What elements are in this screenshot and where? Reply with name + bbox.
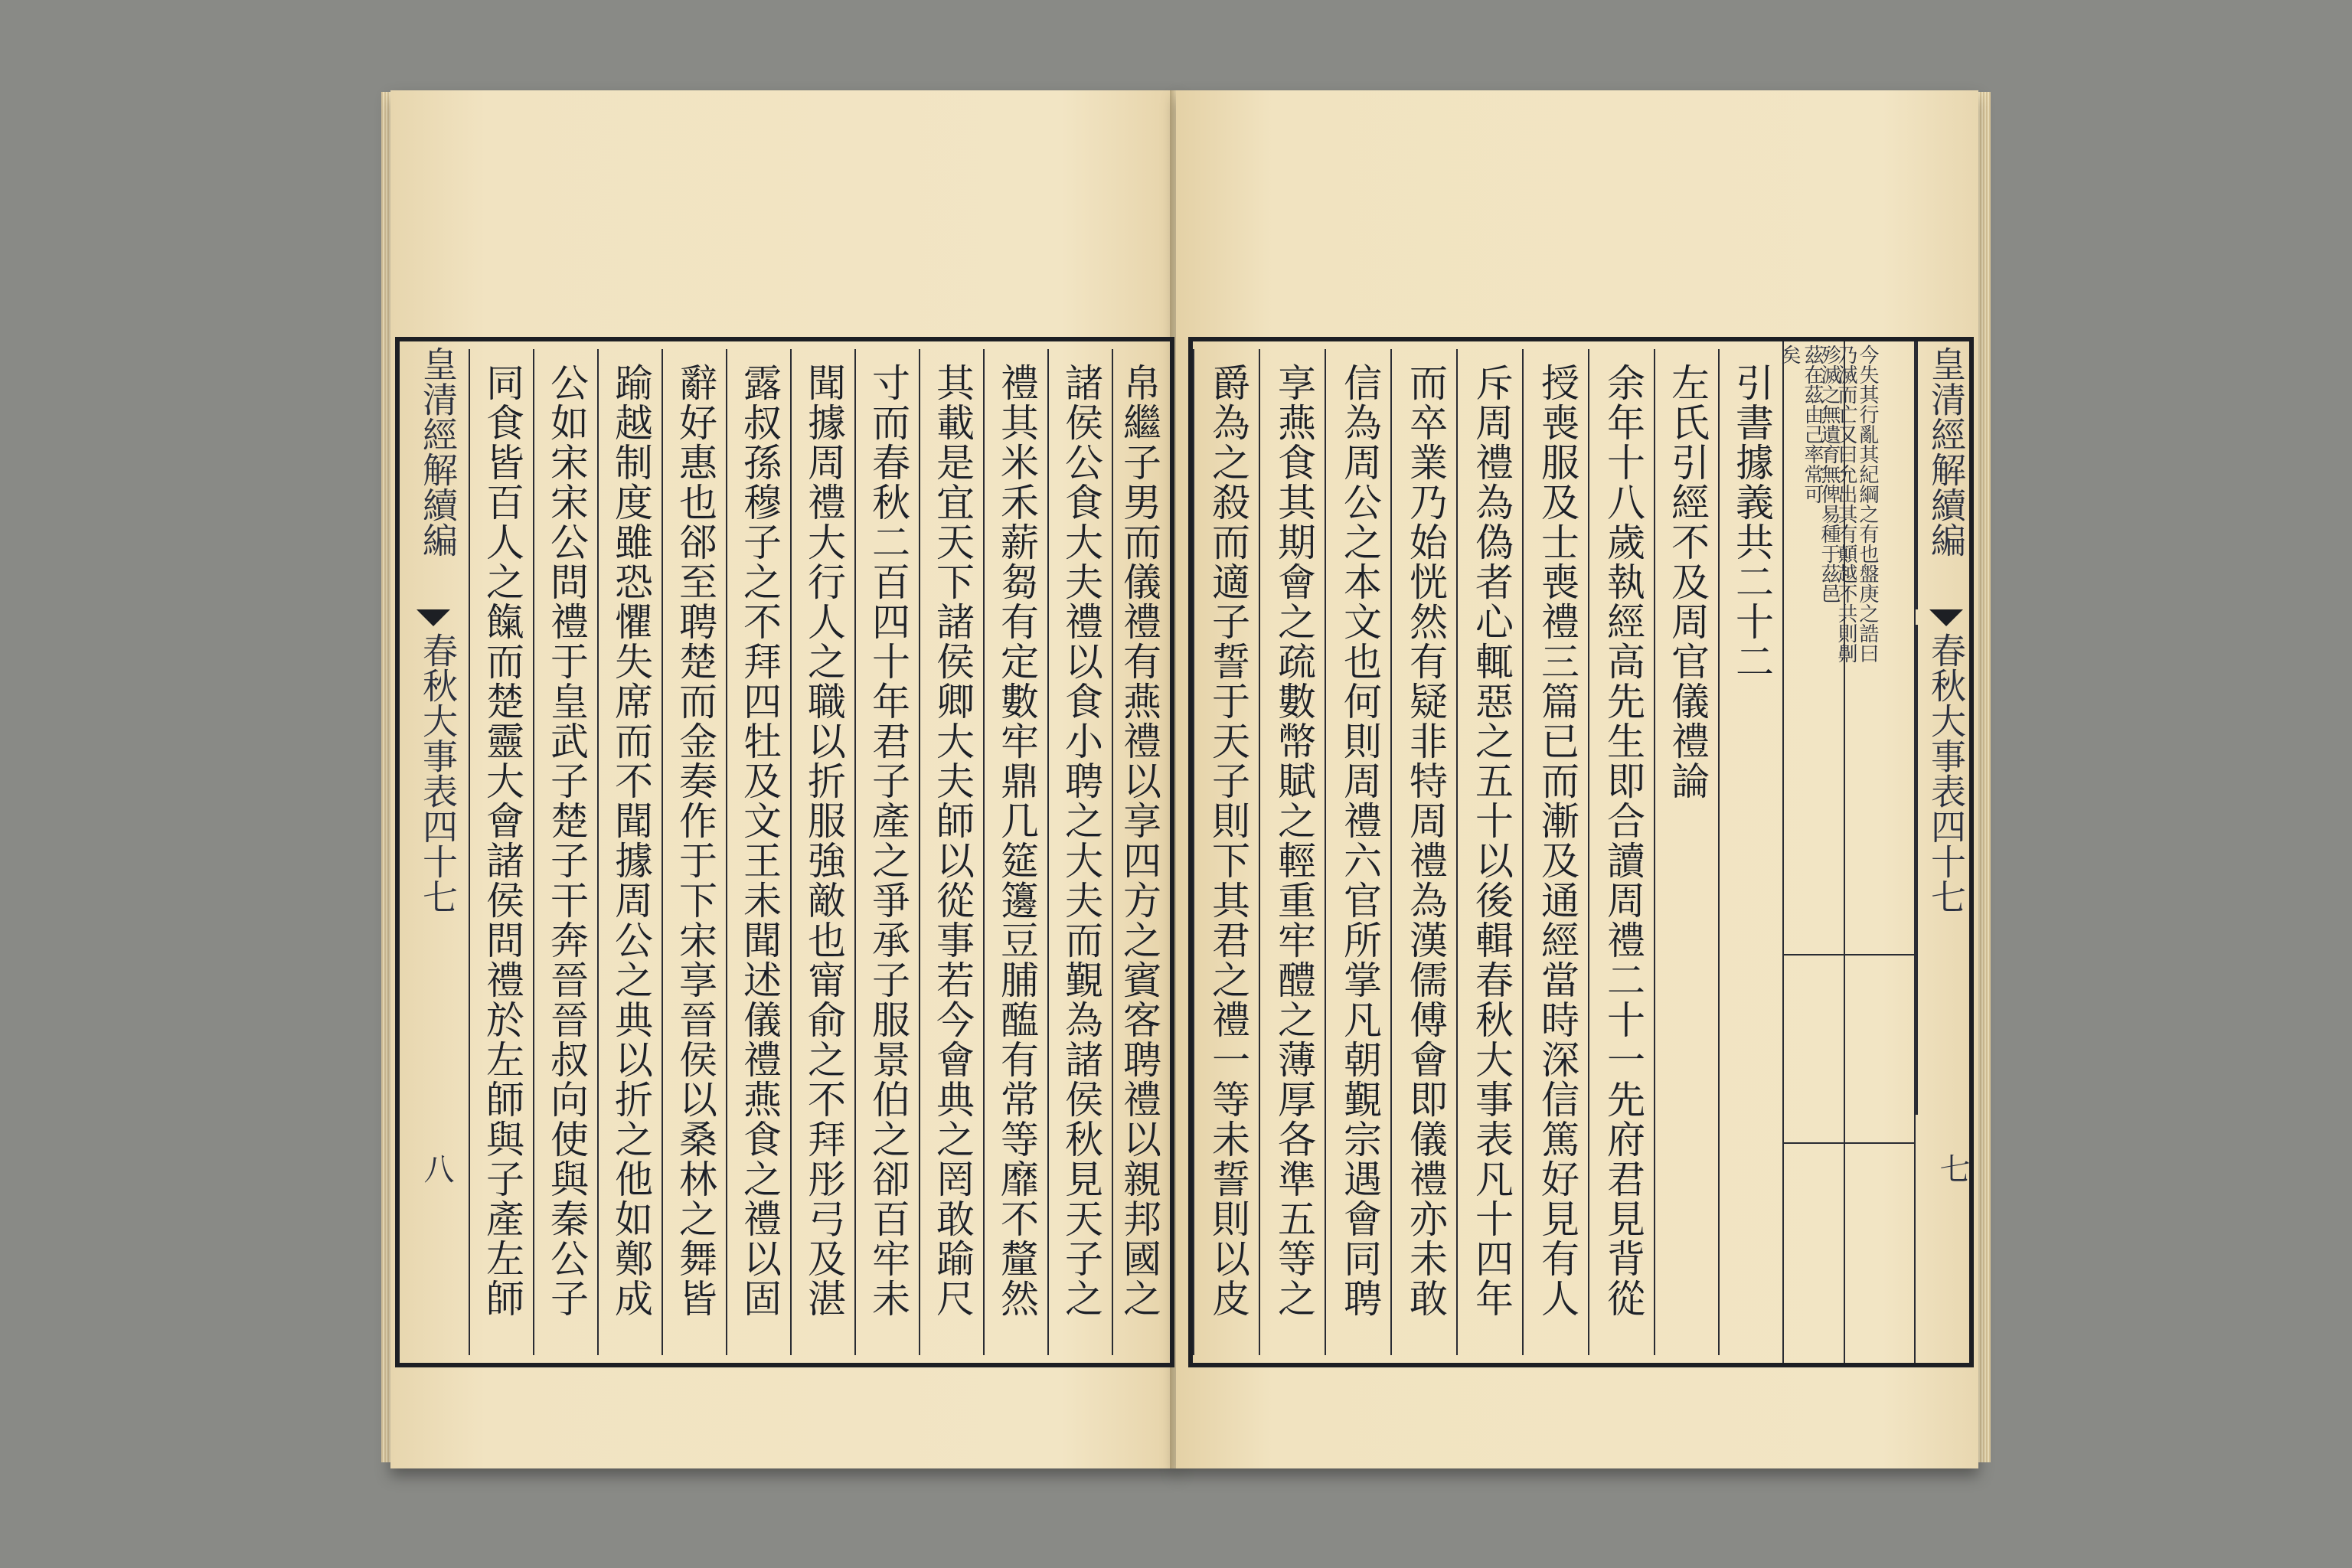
right-margin-subtitle: 春秋大事表四十七 (1916, 625, 1977, 1115)
right-col-5: 斥周禮為偽者心輒惡之五十以後輯春秋大事表凡十四年 (1456, 349, 1522, 1355)
right-folio: 七 (1935, 1153, 1970, 1184)
left-col-4: 辭好惠也郤至聘楚而金奏作于下宋享晉侯以桑林之舞皆 (662, 349, 726, 1355)
left-col-8: 其載是宜天下諸侯卿大夫師以從事若今會典之罔敢踰尺 (919, 349, 983, 1355)
right-margin-title: 皇清經解續編 (1916, 341, 1977, 609)
left-col-6: 聞據周禮大行人之職以折服強敵也甯俞之不拜彤弓及湛 (790, 349, 854, 1355)
left-col-3: 踰越制度雖恐懼失席而不聞據周公之典以折之他如鄭成 (597, 349, 662, 1355)
left-col-9: 禮其米禾薪芻有定數牢鼎几筵籩豆脯醢有常等靡不釐然 (983, 349, 1047, 1355)
right-text-frame (1188, 337, 1974, 1367)
note-line-5: 矣 (1778, 345, 1801, 364)
left-col-2: 公如宋宋公問禮于皇武子楚子干奔晉晉叔向使與秦公子 (533, 349, 597, 1355)
left-margin-subtitle: 春秋大事表四十七 (417, 632, 459, 914)
note-line-2: 乃滅而亡又曰允出其有顛越不共則劓 (1834, 345, 1857, 663)
right-col-7: 余年十八歲執經高先生即合讀周禮二十一先府君見背從 (1588, 349, 1654, 1355)
right-heading: 引書據義共二十二 (1718, 349, 1782, 1355)
right-section-title: 左氏引經不及周官儀禮論 (1654, 349, 1718, 1355)
left-text-frame (395, 337, 1174, 1367)
right-col-1: 爵為之殺而適子誓于天子則下其君之禮一等未誓則以皮 (1193, 349, 1259, 1355)
note-line-4: 茲在茲由己率常可 (1801, 345, 1824, 504)
right-col-2: 享燕食其期會之疏數幣賦之輕重牢醴之薄厚各準五等之 (1259, 349, 1325, 1355)
note-line-3: 殄滅之無遺育無俾易種于茲邑 (1818, 345, 1841, 603)
fishtail-mark-left (416, 609, 450, 626)
right-col-6: 授喪服及士喪禮三篇已而漸及通經當時深信篤好見有人 (1522, 349, 1588, 1355)
left-col-1: 同食皆百人之餼而楚靈大會諸侯問禮於左師與子產左師 (469, 349, 533, 1355)
fishtail-mark-right (1929, 609, 1963, 626)
left-folio: 八 (419, 1153, 454, 1184)
note-line-1: 今失其行亂其紀綱之有也盤庚之誥曰 (1856, 345, 1879, 663)
left-col-11: 帛繼子男而儀禮有燕禮以享四方之賓客聘禮以親邦國之 (1112, 349, 1170, 1355)
left-margin-title: 皇清經解續編 (417, 346, 459, 557)
right-col-4: 而卒業乃始恍然有疑非特周禮為漢儒傅會即儀禮亦未敢 (1390, 349, 1456, 1355)
left-col-5: 露叔孫穆子之不拜四牡及文王未聞述儀禮燕食之禮以固 (726, 349, 790, 1355)
left-col-10: 諸侯公食大夫禮以食小聘之大夫而覲為諸侯秋見天子之 (1047, 349, 1112, 1355)
right-col-3: 信為周公之本文也何則周禮六官所掌凡朝覲宗遇會同聘 (1325, 349, 1390, 1355)
left-col-7: 寸而春秋二百四十年君子產之爭承子服景伯之卻百牢未 (854, 349, 919, 1355)
